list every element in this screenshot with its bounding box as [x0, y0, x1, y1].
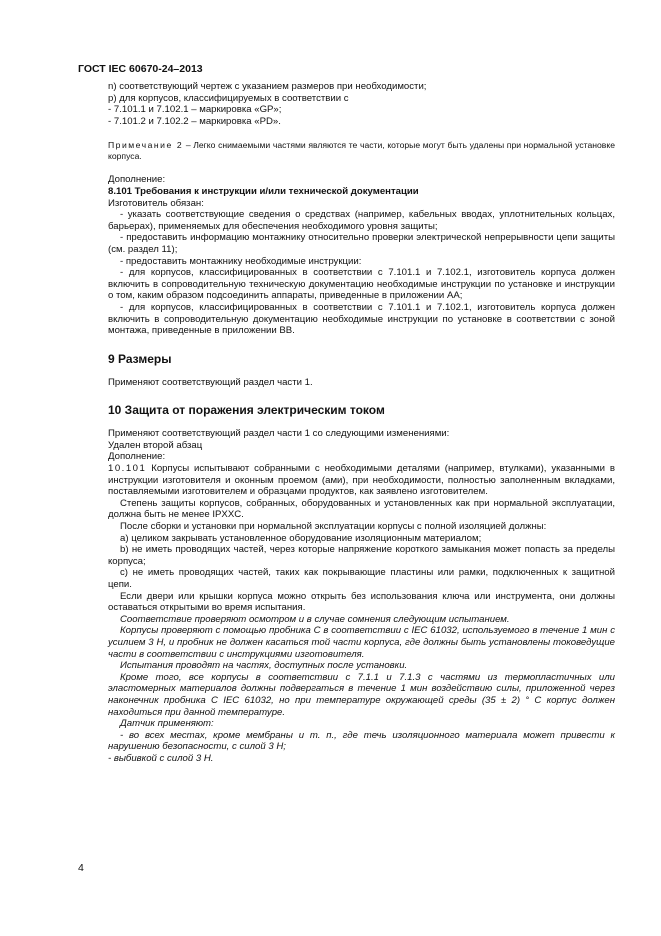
note-2-label: Примечание 2: [108, 140, 184, 151]
requirement-a: а) целиком закрывать установленное оборудование изоляционным материалом;: [120, 532, 482, 544]
addition-label-2: Дополнение:: [108, 451, 166, 463]
degree-paragraph: Степень защиты корпусов, собранных, оборудованных и установленных как при нормальной эксплуатации, должна быть не менее IPXXC.: [108, 497, 615, 521]
clause-8101-heading: 8.101 Требования к инструкции и/или технической документации: [108, 185, 419, 197]
sensor-item-a: - во всех местах, кроме мембраны и т. п., где течь изоляционного материала может привести к нарушению безопасности, с силой 3 Н;: [108, 729, 615, 753]
compliance-paragraph: Соответствие проверяют осмотром и в случае сомнения следующим испытанием.: [120, 613, 510, 625]
section-10-heading: 10 Защита от поражения электрическим током: [108, 403, 385, 418]
sensor-label: Датчик применяют:: [120, 718, 214, 730]
clause-8101-item: - предоставить монтажнику необходимые инструкции:: [120, 255, 362, 267]
requirement-c: c) не иметь проводящих частей, таких как покрывающие пластины или рамки, подключенных к защитной цепи.: [108, 567, 615, 590]
thermoplastic-paragraph: Кроме того, все корпусы в соответствии с 7.1.1 и 7.1.3 с частями из термопластичных или эластомерных материалов должны подвергаться в течение 1 мин воздействию силы, приложенной через наконечник пробника C IEC 61032, но при температуре окружающей среды (35 ± 2) ° С корпус должен находиться при данной температуре.: [108, 671, 615, 718]
list-item-p1: - 7.101.1 и 7.102.1 – маркировка «GP»;: [108, 104, 282, 116]
note-2: [108, 140, 615, 162]
clause-8101-item: - предоставить информацию монтажнику относительно проверки электрической непрерывности цепи защиты (см. раздел 11);: [108, 232, 615, 255]
clause-10101-text: Корпусы испытывают собранными с необходимыми деталями (например, втулками), указанными в инструкции изготовителя и оконным проемом (ами), при необходимости, полностью заполненным вкладками, поставляемыми изготовителем и образцами продуктов, как заявлено изготовителем.: [108, 463, 615, 498]
section-9-text: Применяют соответствующий раздел части 1.: [108, 376, 313, 388]
list-item-p2: - 7.101.2 и 7.102.2 – маркировка «PD».: [108, 115, 281, 127]
clause-8101-item: - указать соответствующие сведения о средствах (например, кабельных вводах, уплотнительных кольцах, барьерах), применяемых для обеспечения необходимого уровня защиты;: [108, 209, 615, 232]
tests-paragraph: Испытания проводят на частях, доступных после установки.: [120, 660, 408, 672]
clause-8101-intro: Изготовитель обязан:: [108, 197, 204, 209]
requirement-b: b) не иметь проводящих частей, через которые напряжение короткого замыкания может попасть за пределы корпуса;: [108, 544, 615, 567]
note-2-text: – Легко снимаемыми частями являются те части, которые могут быть удалены при нормальной установке корпуса.: [108, 140, 615, 162]
sensor-item-b: - выбивкой с силой 3 Н.: [108, 752, 214, 764]
clause-10101-number: 10.101: [108, 463, 147, 475]
clause-8101-item: - для корпусов, классифицированных в соответствии с 7.101.1 и 7.102.1, изготовитель корпуса должен включить в сопроводительную документацию необходимые инструкции по установке в соответствии с зоной монтажа, приведенные в приложении BB.: [108, 301, 615, 337]
page-number: 4: [78, 862, 84, 874]
page-body: [108, 81, 615, 765]
probe-test-paragraph: Корпусы проверяют с помощью пробника C в соответствии с IEC 61032, используемого в течение 1 мин с усилием 3 Н, и пробник не должен касаться той части корпуса, где должны быть установлены токоведущие части в соответствии с инструкциями изготовителя.: [108, 625, 615, 660]
list-item-p: p) для корпусов, классифицируемых в соответствии с: [108, 92, 349, 104]
standard-header: ГОСТ IEC 60670-24–2013: [78, 63, 203, 75]
doors-paragraph: Если двери или крышки корпуса можно открыть без использования ключа или инструмента, они должны оставаться открытыми во время испытания.: [108, 590, 615, 614]
list-item-n: n) соответствующий чертеж с указанием размеров при необходимости;: [108, 81, 427, 92]
clause-10101: [108, 463, 615, 498]
section-10-intro: Применяют соответствующий раздел части 1 со следующими изменениями:: [108, 428, 450, 440]
clause-8101-item: - для корпусов, классифицированных в соответствии с 7.101.1 и 7.102.1, изготовитель корпуса должен включить в сопроводительную техническую документацию необходимые инструкции по установке и инструкции о том, каким образом подсоединить аппараты, приведенные в приложении АА;: [108, 267, 615, 302]
section-9-heading: 9 Размеры: [108, 351, 172, 366]
addition-label: Дополнение:: [108, 174, 166, 186]
after-installation-paragraph: После сборки и установки при нормальной эксплуатации корпусы с полной изоляцией должны:: [120, 521, 547, 533]
deleted-paragraph-note: Удален второй абзац: [108, 439, 203, 451]
